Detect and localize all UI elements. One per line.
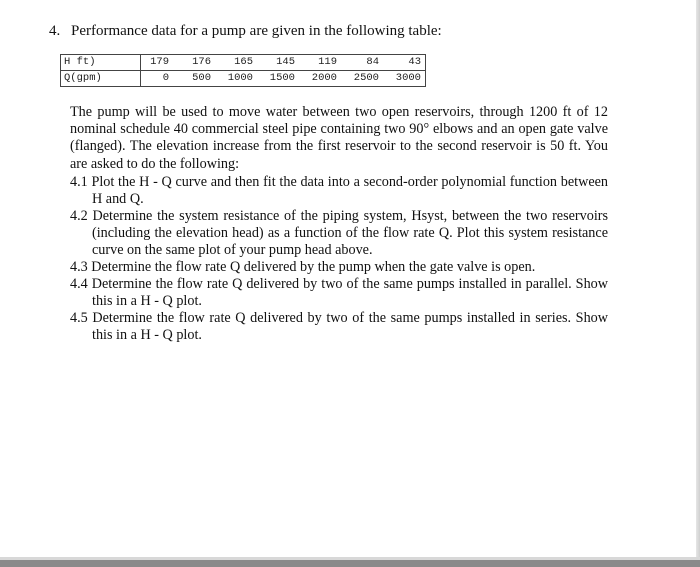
task-item-4-3 bbox=[70, 259, 608, 276]
task-label: 4.2 bbox=[70, 208, 88, 224]
table-row-head bbox=[61, 55, 426, 71]
table-row-flow bbox=[61, 71, 426, 87]
task-text: Determine the flow rate Q delivered by two of the same pumps installed in parallel. Show this in a H - Q plot. bbox=[91, 276, 609, 310]
task-text: Determine the flow rate Q delivered by two of the same pumps installed in series. Show this in a H - Q plot. bbox=[92, 310, 609, 344]
table-cell: 119 bbox=[299, 55, 341, 71]
task-item-4-4 bbox=[70, 276, 608, 310]
row-label-flow: Q(gpm) bbox=[61, 71, 141, 87]
task-item-4-2 bbox=[70, 208, 608, 260]
table-cell: 43 bbox=[383, 55, 426, 71]
page-edge-right bbox=[696, 0, 700, 567]
row-label-head: H ft) bbox=[61, 55, 141, 71]
table-cell: 176 bbox=[173, 55, 215, 71]
table-cell: 1500 bbox=[269, 72, 295, 84]
task-label: 4.1 bbox=[70, 174, 88, 190]
table-cell: 1000 bbox=[227, 72, 253, 84]
table-cell: 3000 bbox=[395, 72, 421, 84]
task-item-4-5 bbox=[70, 310, 608, 344]
problem-number: 4. bbox=[49, 23, 61, 39]
task-label: 4.5 bbox=[70, 310, 88, 326]
problem-paragraph bbox=[70, 104, 608, 173]
table-cell: 179 bbox=[141, 55, 174, 71]
task-text: Determine the flow rate Q delivered by the pump when the gate valve is open. bbox=[91, 259, 536, 275]
problem-heading bbox=[49, 21, 442, 41]
paragraph-text: The pump will be used to move water between two open reservoirs, through 1200 ft of 12 nominal schedule 40 commercial steel pipe containing two 90° elbows and an open gate valve (flanged). The elevation increase from the first reservoir to the second reservoir is 50 ft. You are asked to do the following: bbox=[70, 104, 608, 172]
table-cell: 500 bbox=[192, 72, 211, 84]
page-edge-bottom bbox=[0, 560, 700, 567]
table-cell: 145 bbox=[257, 55, 299, 71]
table-cell: 2500 bbox=[353, 72, 379, 84]
table-cell: 2000 bbox=[311, 72, 337, 84]
task-label: 4.4 bbox=[70, 276, 88, 292]
table-cell: 84 bbox=[341, 55, 383, 71]
performance-table bbox=[60, 54, 426, 87]
table-cell: 165 bbox=[215, 55, 257, 71]
task-label: 4.3 bbox=[70, 259, 88, 275]
task-text: Determine the system resistance of the piping system, Hsyst, between the two reservoirs (including the elevation head) as a function of the flow rate Q. Plot this system resistance curve on the same plot of your pump head above. bbox=[92, 208, 609, 259]
problem-heading-text: Performance data for a pump are given in the following table: bbox=[71, 23, 442, 39]
table-cell: 0 bbox=[162, 72, 169, 84]
task-item-4-1 bbox=[70, 174, 608, 208]
task-text: Plot the H - Q curve and then fit the data into a second-order polynomial function between H and Q. bbox=[91, 174, 609, 208]
